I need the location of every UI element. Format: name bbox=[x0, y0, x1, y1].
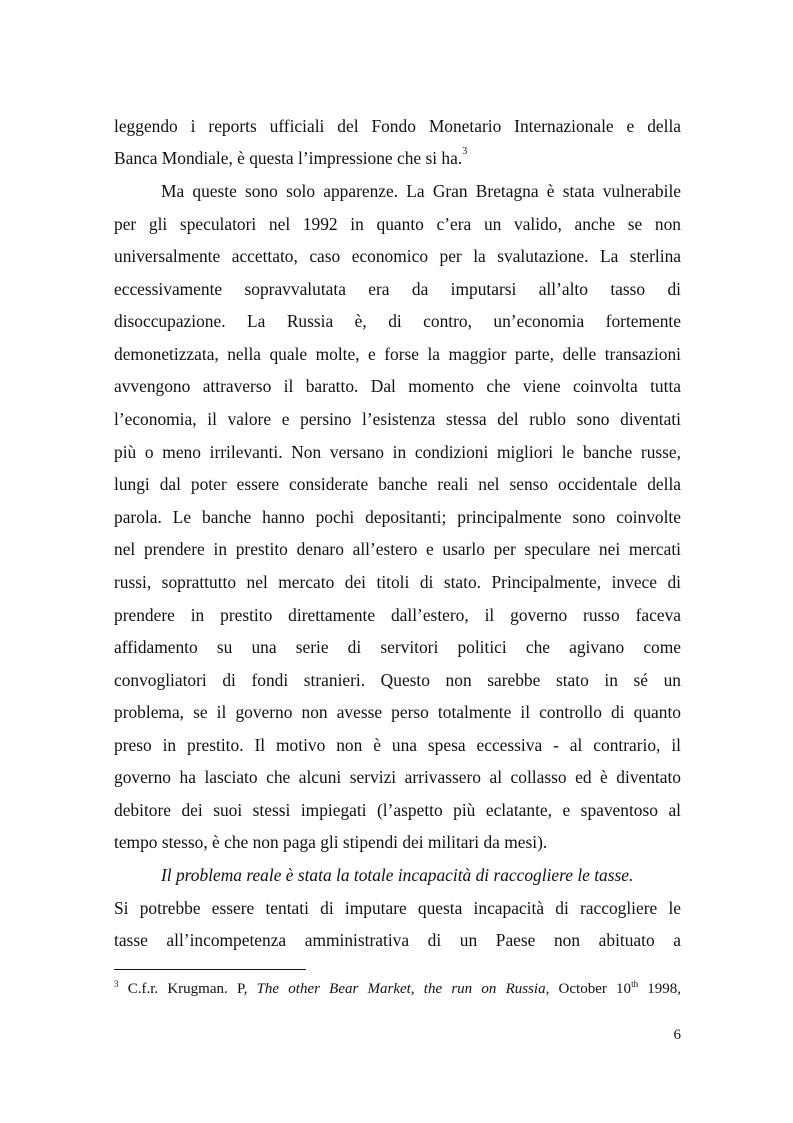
body-line: Si potrebbe essere tentati di imputare questa incapacità di raccogliere le bbox=[114, 898, 681, 918]
footnote: $^3$ C.f.r. Krugman. P, The other Bear Market, the run on Russia, October 10th 1998, bbox=[114, 979, 682, 997]
page-number: 6 bbox=[673, 1027, 681, 1043]
body-line: per gli speculatori nel 1992 in quanto c’era un valido, anche se non bbox=[114, 214, 681, 234]
body-line: eccessivamente sopravvalutata era da imputarsi all’alto tasso di bbox=[114, 279, 681, 299]
body-line: affidamento su una serie di servitori politici che agivano come bbox=[114, 637, 681, 657]
body-line: preso in prestito. Il motivo non è una spesa eccessiva - al contrario, il bbox=[114, 735, 681, 755]
body-line: nel prendere in prestito denaro all’estero e usarlo per speculare nei mercati bbox=[114, 539, 681, 559]
body-line: problema, se il governo non avesse perso totalmente il controllo di quanto bbox=[114, 702, 681, 722]
body-line: prendere in prestito direttamente dall’estero, il governo russo faceva bbox=[114, 605, 681, 625]
body-line: lungi dal poter essere considerate banche reali nel senso occidentale della bbox=[114, 474, 681, 494]
body-line: tempo stesso, è che non paga gli stipendi dei militari da mesi). bbox=[114, 832, 548, 852]
footnote-title: The other Bear Market, the run on Russia bbox=[256, 981, 546, 997]
footnote-reference: 3 bbox=[462, 146, 468, 157]
body-line: più o meno irrilevanti. Non versano in condizioni migliori le banche russe, bbox=[114, 442, 681, 462]
body-line: russi, soprattutto nel mercato dei titoli di stato. Principalmente, invece di bbox=[114, 572, 681, 592]
footnote-divider bbox=[114, 969, 306, 970]
body-line: universalmente accettato, caso economico per la svalutazione. La sterlina bbox=[114, 246, 681, 266]
body-line: governo ha lasciato che alcuni servizi arrivassero al collasso ed è diventato bbox=[114, 767, 681, 787]
body-line: disoccupazione. La Russia è, di contro, un’economia fortemente bbox=[114, 311, 681, 331]
body-line: convogliatori di fondi stranieri. Questo non sarebbe stato in sé un bbox=[114, 670, 681, 690]
footnote-marker: 3 bbox=[114, 979, 119, 989]
body-line: debitore dei suoi stessi impiegati (l’aspetto più eclatante, e spaventoso al bbox=[114, 800, 681, 820]
body-line: l’economia, il valore e persino l’esistenza stessa del rublo sono diventati bbox=[114, 409, 681, 429]
body-line-italic: Il problema reale è stata la totale incapacità di raccogliere le tasse. bbox=[161, 865, 634, 885]
body-line: demonetizzata, nella quale molte, e forse la maggior parte, delle transazioni bbox=[114, 344, 681, 364]
body-line: leggendo i reports ufficiali del Fondo Monetario Internazionale e della bbox=[114, 116, 681, 136]
body-line: Banca Mondiale, è questa l’impressione che si ha.$^3$ bbox=[114, 146, 468, 168]
body-line: Ma queste sono solo apparenze. La Gran Bretagna è stata vulnerabile bbox=[161, 181, 681, 201]
body-line: tasse all’incompetenza amministrativa di un Paese non abituato a bbox=[114, 930, 681, 950]
body-line: parola. Le banche hanno pochi depositanti; principalmente sono coinvolte bbox=[114, 507, 681, 527]
body-line: avvengono attraverso il baratto. Dal momento che viene coinvolta tutta bbox=[114, 376, 681, 396]
